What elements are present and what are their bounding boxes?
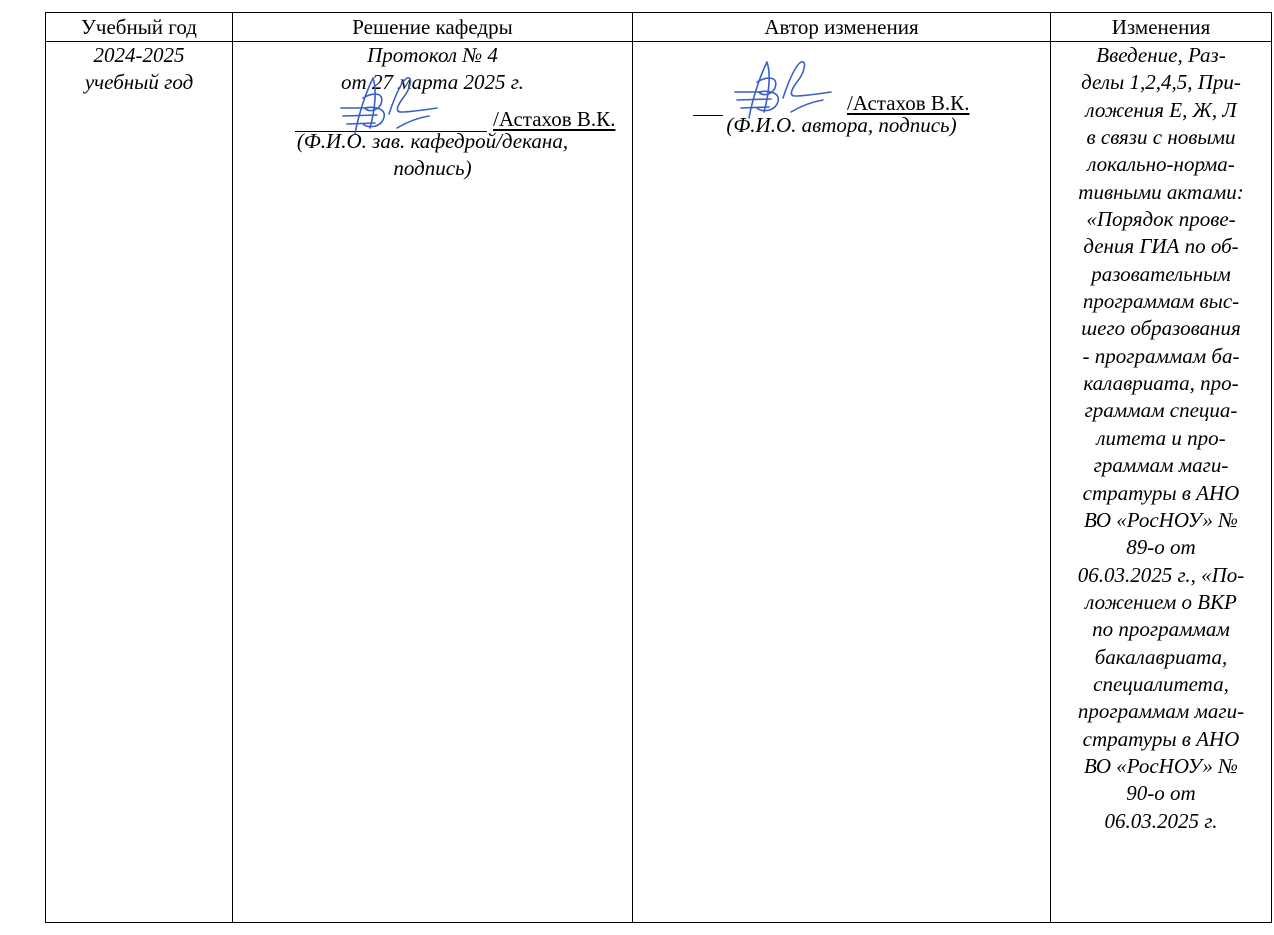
changes-line: стратуры в АНО [1082,480,1240,505]
head-signature-name: /Астахов В.К. [493,107,616,131]
header-change-author: Автор изменения [633,13,1051,42]
changes-line: разовательным [1091,261,1231,286]
year-range: 2024-2025 [93,43,185,67]
changes-line: граммам специа- [1084,398,1238,423]
protocol-date: от 27 марта 2025 г. [341,70,524,94]
changes-line: граммам маги- [1093,453,1229,478]
header-changes: Изменения [1051,13,1272,42]
changes-line: 06.03.2025 г. [1104,808,1218,833]
head-caption-continued: подпись) [393,156,472,180]
changes-line: в связи с новыми [1086,125,1236,150]
signature-underline [693,115,723,116]
changes-line: ВО «РосНОУ» № [1084,507,1238,532]
changes-line: Введение, Раз- [1096,43,1226,67]
year-label: учебный год [84,70,194,94]
signature-image [337,68,447,140]
changes-line: дения ГИА по об- [1083,234,1239,259]
changes-line: ложения Е, Ж, Л [1085,97,1237,122]
head-signature-line [233,100,632,142]
changes-line: делы 1,2,4,5, При- [1081,70,1241,95]
changes-line: локально-норма- [1087,152,1235,177]
changes-line: программам маги- [1077,699,1245,724]
year-cell [46,42,233,923]
changes-line: бакалавриата, [1094,644,1228,669]
author-caption: (Ф.И.О. автора, подпись) [726,113,957,137]
changes-line: 06.03.2025 г., «По- [1077,562,1245,587]
changes-line: программам выс- [1082,289,1240,314]
header-row [46,13,1272,42]
changes-line: шего образования [1081,316,1241,341]
author-signature-line [633,50,1050,124]
changes-line: 90-о от [1126,781,1196,806]
header-department-decision: Решение кафедры [233,13,633,42]
changes-line: литета и про- [1096,425,1226,450]
author-cell [633,42,1051,923]
changes-line: - программам ба- [1082,343,1240,368]
changes-line: специалитета, [1093,671,1229,696]
header-year: Учебный год [46,13,233,42]
signature-image [731,52,843,124]
changes-line: «Порядок прове- [1086,207,1236,232]
changes-cell [1051,42,1272,923]
decision-cell [233,42,633,923]
changes-line: ложением о ВКР [1085,589,1237,614]
changes-line: тивными актами: [1078,179,1244,204]
changes-line: по программам [1092,617,1230,642]
table-row [46,42,1272,923]
changes-line: 89-о от [1126,535,1196,560]
protocol-number: Протокол № 4 [367,43,498,67]
changes-table [45,12,1272,923]
changes-line: ВО «РосНОУ» № [1084,753,1238,778]
head-caption: (Ф.И.О. зав. кафедрой/декана, [296,129,569,153]
changes-description [1051,42,1271,835]
author-signature-name: /Астахов В.К. [847,91,970,115]
changes-line: калавриата, про- [1083,371,1239,396]
changes-line: стратуры в АНО [1082,726,1240,751]
